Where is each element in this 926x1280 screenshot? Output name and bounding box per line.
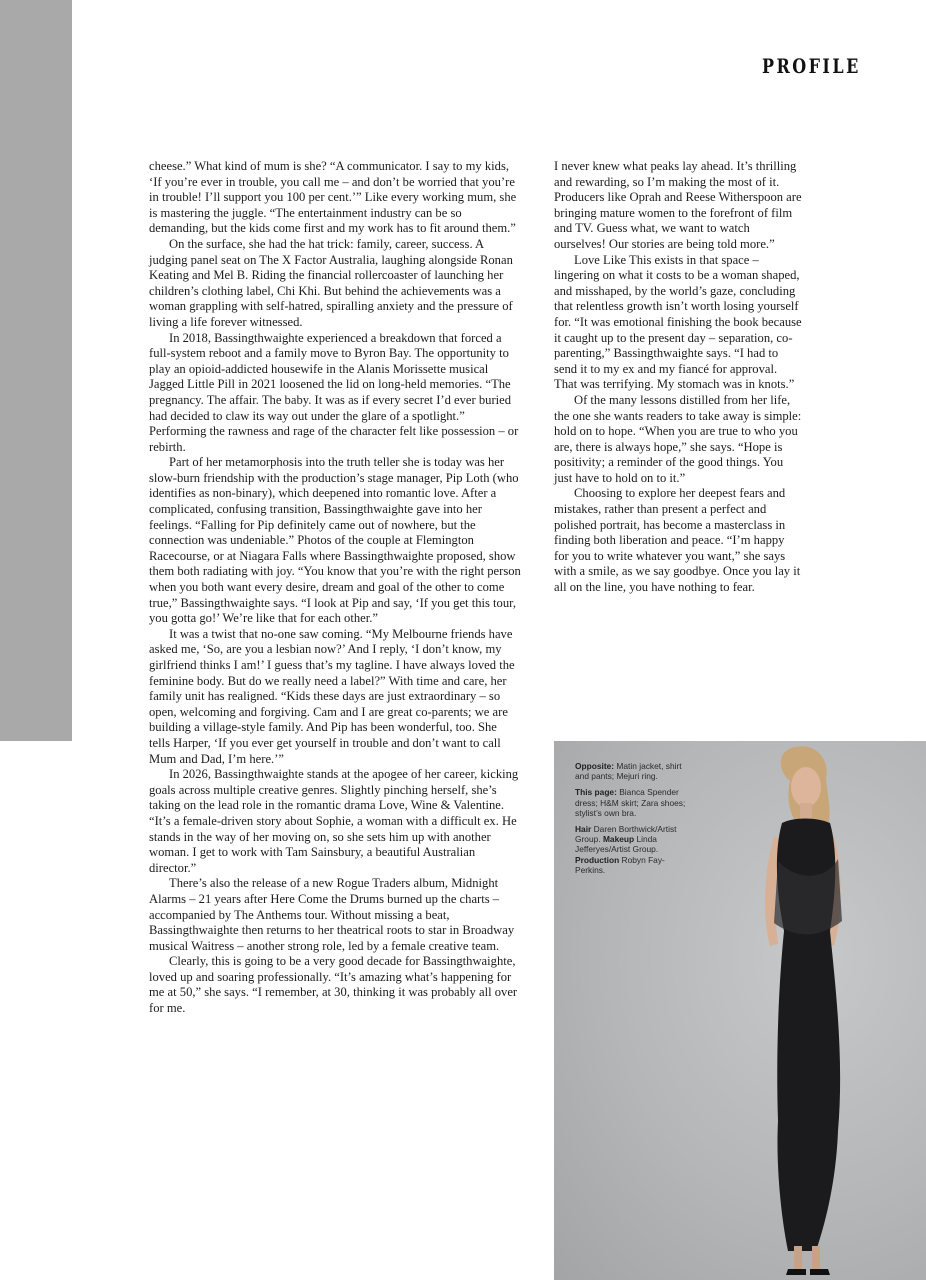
- paragraph: On the surface, she had the hat trick: family, career, success. A judging panel seat on The X Factor Australia, laughing alongside Ronan Keating and Mel B. Riding the financial rollercoaster of launching her children’s clothing label, Chi Khi. But behind the achievements was a woman grappling with self-hatred, spiralling anxiety and the pressure of living a life forever witnessed.: [149, 236, 513, 329]
- section-heading: PROFILE: [762, 55, 861, 78]
- paragraph: Clearly, this is going to be a very good decade for Bassingthwaighte, loved up and soaring professionally. “It’s amazing what’s happening for me at 50,” she says. “I remember, at 30, thinking it was probably all over for me.: [149, 954, 518, 1016]
- paragraph: In 2026, Bassingthwaighte stands at the apogee of her career, kicking goals across multiple creative genres. Slightly pinching herself, she’s taking on the lead role in the romantic drama Love, Wine & Valentine. “It’s a female-driven story about Sophie, a woman with a difficult ex. He stands in the way of her moving on, so she sets him up with another woman. I get to work with Tam Sainsbury, a beautiful Australian director.”: [149, 767, 519, 875]
- paragraph: Of the many lessons distilled from her life, the one she wants readers to take away is simple: hold on to hope. “When you are true to who you are, there is always hope,” she says. “Hope is positivity; a reminder of the good things. You just have to hold on to it.”: [554, 392, 802, 485]
- fashion-photo: [554, 741, 926, 1280]
- credit-opposite: Opposite: Matin jacket, shirt and pants; Mejuri ring.: [575, 761, 682, 782]
- credit-team: Hair Daren Borthwick/Artist Group. Makeup Linda Jefferyes/Artist Group. Production Robyn Fay-Perkins.: [575, 824, 677, 875]
- paragraph: Love Like This exists in that space – lingering on what it costs to be a woman shaped, and misshaped, by the world’s gaze, concluding that relentless growth isn’t worth losing yourself for. “It was emotional finishing the book because it caught up to the present day – separation, co-parenting,” Bassingthwaighte says. “I had to send it to my ex and my fiancé for approval. That was terrifying. My stomach was in knots.”: [554, 252, 802, 392]
- paragraph: In 2018, Bassingthwaighte experienced a breakdown that forced a full-system reboot and a family move to Byron Bay. The opportunity to play an opioid-addicted housewife in the Alanis Morissette musical Jagged Little Pill in 2021 loosened the lid on long-held memories. “The pregnancy. The affair. The baby. It was as if every secret I’d ever buried had decided to claw its way out under the glare of a spotlight.” Performing the rawness and rage of the character felt like possession – or rebirth.: [149, 330, 519, 454]
- model-figure: [666, 741, 926, 1280]
- paragraph: I never knew what peaks lay ahead. It’s thrilling and rewarding, so I’m making the most of it. Producers like Oprah and Reese Witherspoon are bringing mature women to the forefront of film and TV. Guess what, we want to watch ourselves! Our stories are being told more.”: [554, 159, 802, 251]
- paragraph: Part of her metamorphosis into the truth teller she is today was her slow-burn friendship with the production’s stage manager, Pip Loth (who identifies as non-binary), which deepened into romantic love. After a complicated, confusing transition, Bassingthwaighte gave into her feelings. “Falling for Pip definitely came out of nowhere, but the connection was undeniable.” Photos of the couple at Flemington Racecourse, or at Niagara Falls where Bassingthwaighte proposed, show them both radiating with joy. “You know that you’re with the right person when you both want every desire, dream and goal of the other to come true,” Bassingthwaighte says. “I look at Pip and say, ‘If you get this tour, you gotta go!’ We’re like that for each other.”: [149, 455, 521, 626]
- left-gray-bar: [0, 0, 72, 741]
- article-column-right: [554, 159, 802, 596]
- paragraph: It was a twist that no-one saw coming. “My Melbourne friends have asked me, ‘So, are you a lesbian now?’ And I reply, ‘I don’t know, my girlfriend thinks I am!’ I guess that’s my tagline. I have always loved the feminine body. But do we really need a label?” With time and care, her family unit has realigned. “Kids these days are just extraordinary – so open, welcoming and forgiving. Cam and I are great co-parents; we are building a village-style family. And Pip has been wonderful, too. She tells Harper, ‘If you ever get yourself in trouble and don’t want to call Mum and Dad, I’m here.’”: [149, 626, 515, 766]
- paragraph: cheese.” What kind of mum is she? “A communicator. I say to my kids, ‘If you’re ever in trouble, you call me – and don’t be worried that you’re in trouble! I’ll support you 100 per cent.’” Like every working mum, she is mastering the juggle. “The entertainment industry can be so demanding, but the kids come first and my work has to fit around them.”: [149, 159, 517, 236]
- article-column-left: [149, 159, 521, 1017]
- credit-this-page: This page: Bianca Spender dress; H&M skirt; Zara shoes; stylist’s own bra.: [575, 787, 686, 818]
- paragraph: There’s also the release of a new Rogue Traders album, Midnight Alarms – 21 years after Here Come the Drums burned up the charts – accompanied by The Anthems tour. Without missing a beat, Bassingthwaighte then returns to her theatrical roots to star in Broadway musical Waitress – another strong role, led by a female creative team.: [149, 876, 515, 953]
- paragraph: Choosing to explore her deepest fears and mistakes, rather than present a perfect and polished portrait, has become a masterclass in finding both liberation and peace. “I’m happy for you to write whatever you want,” she says with a smile, as we say goodbye. Once you lay it all on the line, you have nothing to fear.: [554, 486, 801, 595]
